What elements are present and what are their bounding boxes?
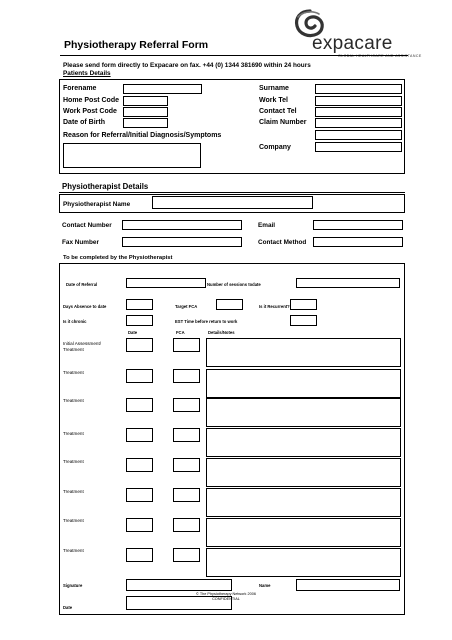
treatment-notes-field[interactable]: [206, 488, 401, 517]
logo-brand: expacare: [312, 33, 393, 54]
reason-for-referral-label: Reason for Referral/Initial Diagnosis/Symptoms: [63, 132, 222, 139]
column-fca-header: FCA: [176, 330, 185, 335]
page-title: Physiotherapy Referral Form: [64, 39, 209, 51]
column-details-header: Details/Notes: [208, 330, 235, 335]
treatment-date-field[interactable]: [126, 518, 153, 532]
surname-label: Surname: [259, 85, 289, 92]
claim-number-field[interactable]: [315, 118, 402, 128]
name-field[interactable]: [296, 579, 400, 591]
treatment-fca-field[interactable]: [173, 428, 200, 442]
chronic-label: Is it chronic: [63, 319, 87, 324]
target-fca-label: Target FCA: [175, 304, 198, 309]
target-fca-field[interactable]: [216, 299, 243, 310]
treatment-notes-field[interactable]: [206, 458, 401, 487]
treatment-fca-field[interactable]: [173, 369, 200, 383]
date-of-referral-field[interactable]: [126, 278, 206, 288]
treatment-row-label: Treatment: [63, 518, 84, 523]
treatment-date-field[interactable]: [126, 338, 153, 352]
contact-method-field[interactable]: [313, 237, 403, 247]
fax-number-field[interactable]: [122, 237, 242, 247]
email-field[interactable]: [313, 220, 403, 230]
treatment-row-label: Treatment: [63, 548, 84, 553]
logo-tagline: GLOBAL HEALTHCARE AND ASSISTANCE: [338, 54, 422, 58]
treatment-fca-field[interactable]: [173, 458, 200, 472]
physio-heading-divider: [59, 192, 405, 193]
treatment-fca-field[interactable]: [173, 548, 200, 562]
company-field-line-2[interactable]: [315, 142, 402, 152]
title-divider: [60, 55, 408, 56]
treatment-fca-field[interactable]: [173, 518, 200, 532]
claim-number-label: Claim Number: [259, 119, 307, 126]
date-label: Date: [63, 605, 73, 610]
est-time-label: EST Time before return to work: [175, 319, 238, 324]
work-tel-label: Work Tel: [259, 97, 288, 104]
physio-name-panel: [59, 194, 405, 213]
treatment-row-label: Treatment: [63, 370, 84, 375]
surname-field[interactable]: [315, 84, 402, 94]
contact-method-label: Contact Method: [258, 239, 307, 246]
treatment-notes-field[interactable]: [206, 338, 401, 367]
physio-name-label: Physiotherapist Name: [63, 201, 131, 208]
patients-details-panel: [59, 79, 405, 174]
recurrent-label: Is it Recurrent?: [259, 304, 290, 309]
treatment-date-field[interactable]: [126, 488, 153, 502]
forename-label: Forename: [63, 85, 97, 92]
physio-name-field[interactable]: [152, 196, 313, 209]
est-time-field[interactable]: [290, 315, 317, 326]
sessions-todate-field[interactable]: [296, 278, 400, 288]
work-tel-field[interactable]: [315, 96, 402, 106]
company-label: Company: [259, 144, 291, 151]
date-of-referral-label: Date of Referral: [66, 282, 98, 287]
contact-tel-field[interactable]: [315, 107, 402, 117]
company-field-line-1[interactable]: [315, 130, 402, 140]
contact-number-field[interactable]: [122, 220, 242, 230]
treatment-row-label: Treatment: [63, 459, 84, 464]
treatment-row-label: Treatment: [63, 431, 84, 436]
treatment-date-field[interactable]: [126, 398, 153, 412]
reason-for-referral-field[interactable]: [63, 143, 201, 168]
fax-instruction: Please send form directly to Expacare on fax. +44 (0) 1344 381690 within 24 hours: [63, 62, 311, 69]
work-post-code-field[interactable]: [123, 107, 168, 117]
treatment-fca-field[interactable]: [173, 338, 200, 352]
date-of-birth-label: Date of Birth: [63, 119, 105, 126]
physio-details-heading: Physiotherapist Details: [62, 182, 149, 191]
forename-field[interactable]: [123, 84, 202, 94]
sessions-todate-label: Number of sessions todate: [207, 282, 261, 287]
treatment-notes-field[interactable]: [206, 548, 401, 577]
work-post-code-label: Work Post Code: [63, 108, 117, 115]
treatment-row-label: Initial Assessment/ Treatment: [63, 341, 102, 352]
chronic-field[interactable]: [126, 315, 153, 326]
treatment-notes-field[interactable]: [206, 398, 401, 427]
email-label: Email: [258, 222, 276, 229]
column-date-header: Date: [128, 330, 138, 335]
signature-field[interactable]: [126, 579, 232, 591]
home-post-code-field[interactable]: [123, 96, 168, 106]
treatment-row-label: Treatment: [63, 489, 84, 494]
signature-label: Signature: [63, 583, 83, 588]
fax-number-label: Fax Number: [62, 239, 99, 246]
date-of-birth-field[interactable]: [123, 118, 168, 128]
completion-panel: [59, 263, 405, 615]
name-label: Name: [259, 583, 271, 588]
treatment-notes-field[interactable]: [206, 518, 401, 547]
completion-heading: To be completed by the Physiotherapist: [63, 255, 173, 261]
treatment-fca-field[interactable]: [173, 488, 200, 502]
treatment-date-field[interactable]: [126, 548, 153, 562]
treatment-row-label: Treatment: [63, 398, 84, 403]
treatment-fca-field[interactable]: [173, 398, 200, 412]
recurrent-field[interactable]: [290, 299, 317, 310]
contact-number-label: Contact Number: [62, 222, 112, 229]
footer-copyright: © The Physiotherapy Network 2006: [196, 592, 256, 596]
treatment-notes-field[interactable]: [206, 369, 401, 398]
home-post-code-label: Home Post Code: [63, 97, 120, 104]
contact-tel-label: Contact Tel: [259, 108, 297, 115]
days-absence-field[interactable]: [126, 299, 153, 310]
patients-details-heading: Patients Details: [63, 70, 111, 77]
days-absence-label: Days Absence to date: [63, 304, 107, 309]
treatment-notes-field[interactable]: [206, 428, 401, 457]
treatment-date-field[interactable]: [126, 428, 153, 442]
treatment-date-field[interactable]: [126, 458, 153, 472]
footer-confidential: CONFIDENTIAL: [212, 597, 240, 601]
treatment-date-field[interactable]: [126, 369, 153, 383]
